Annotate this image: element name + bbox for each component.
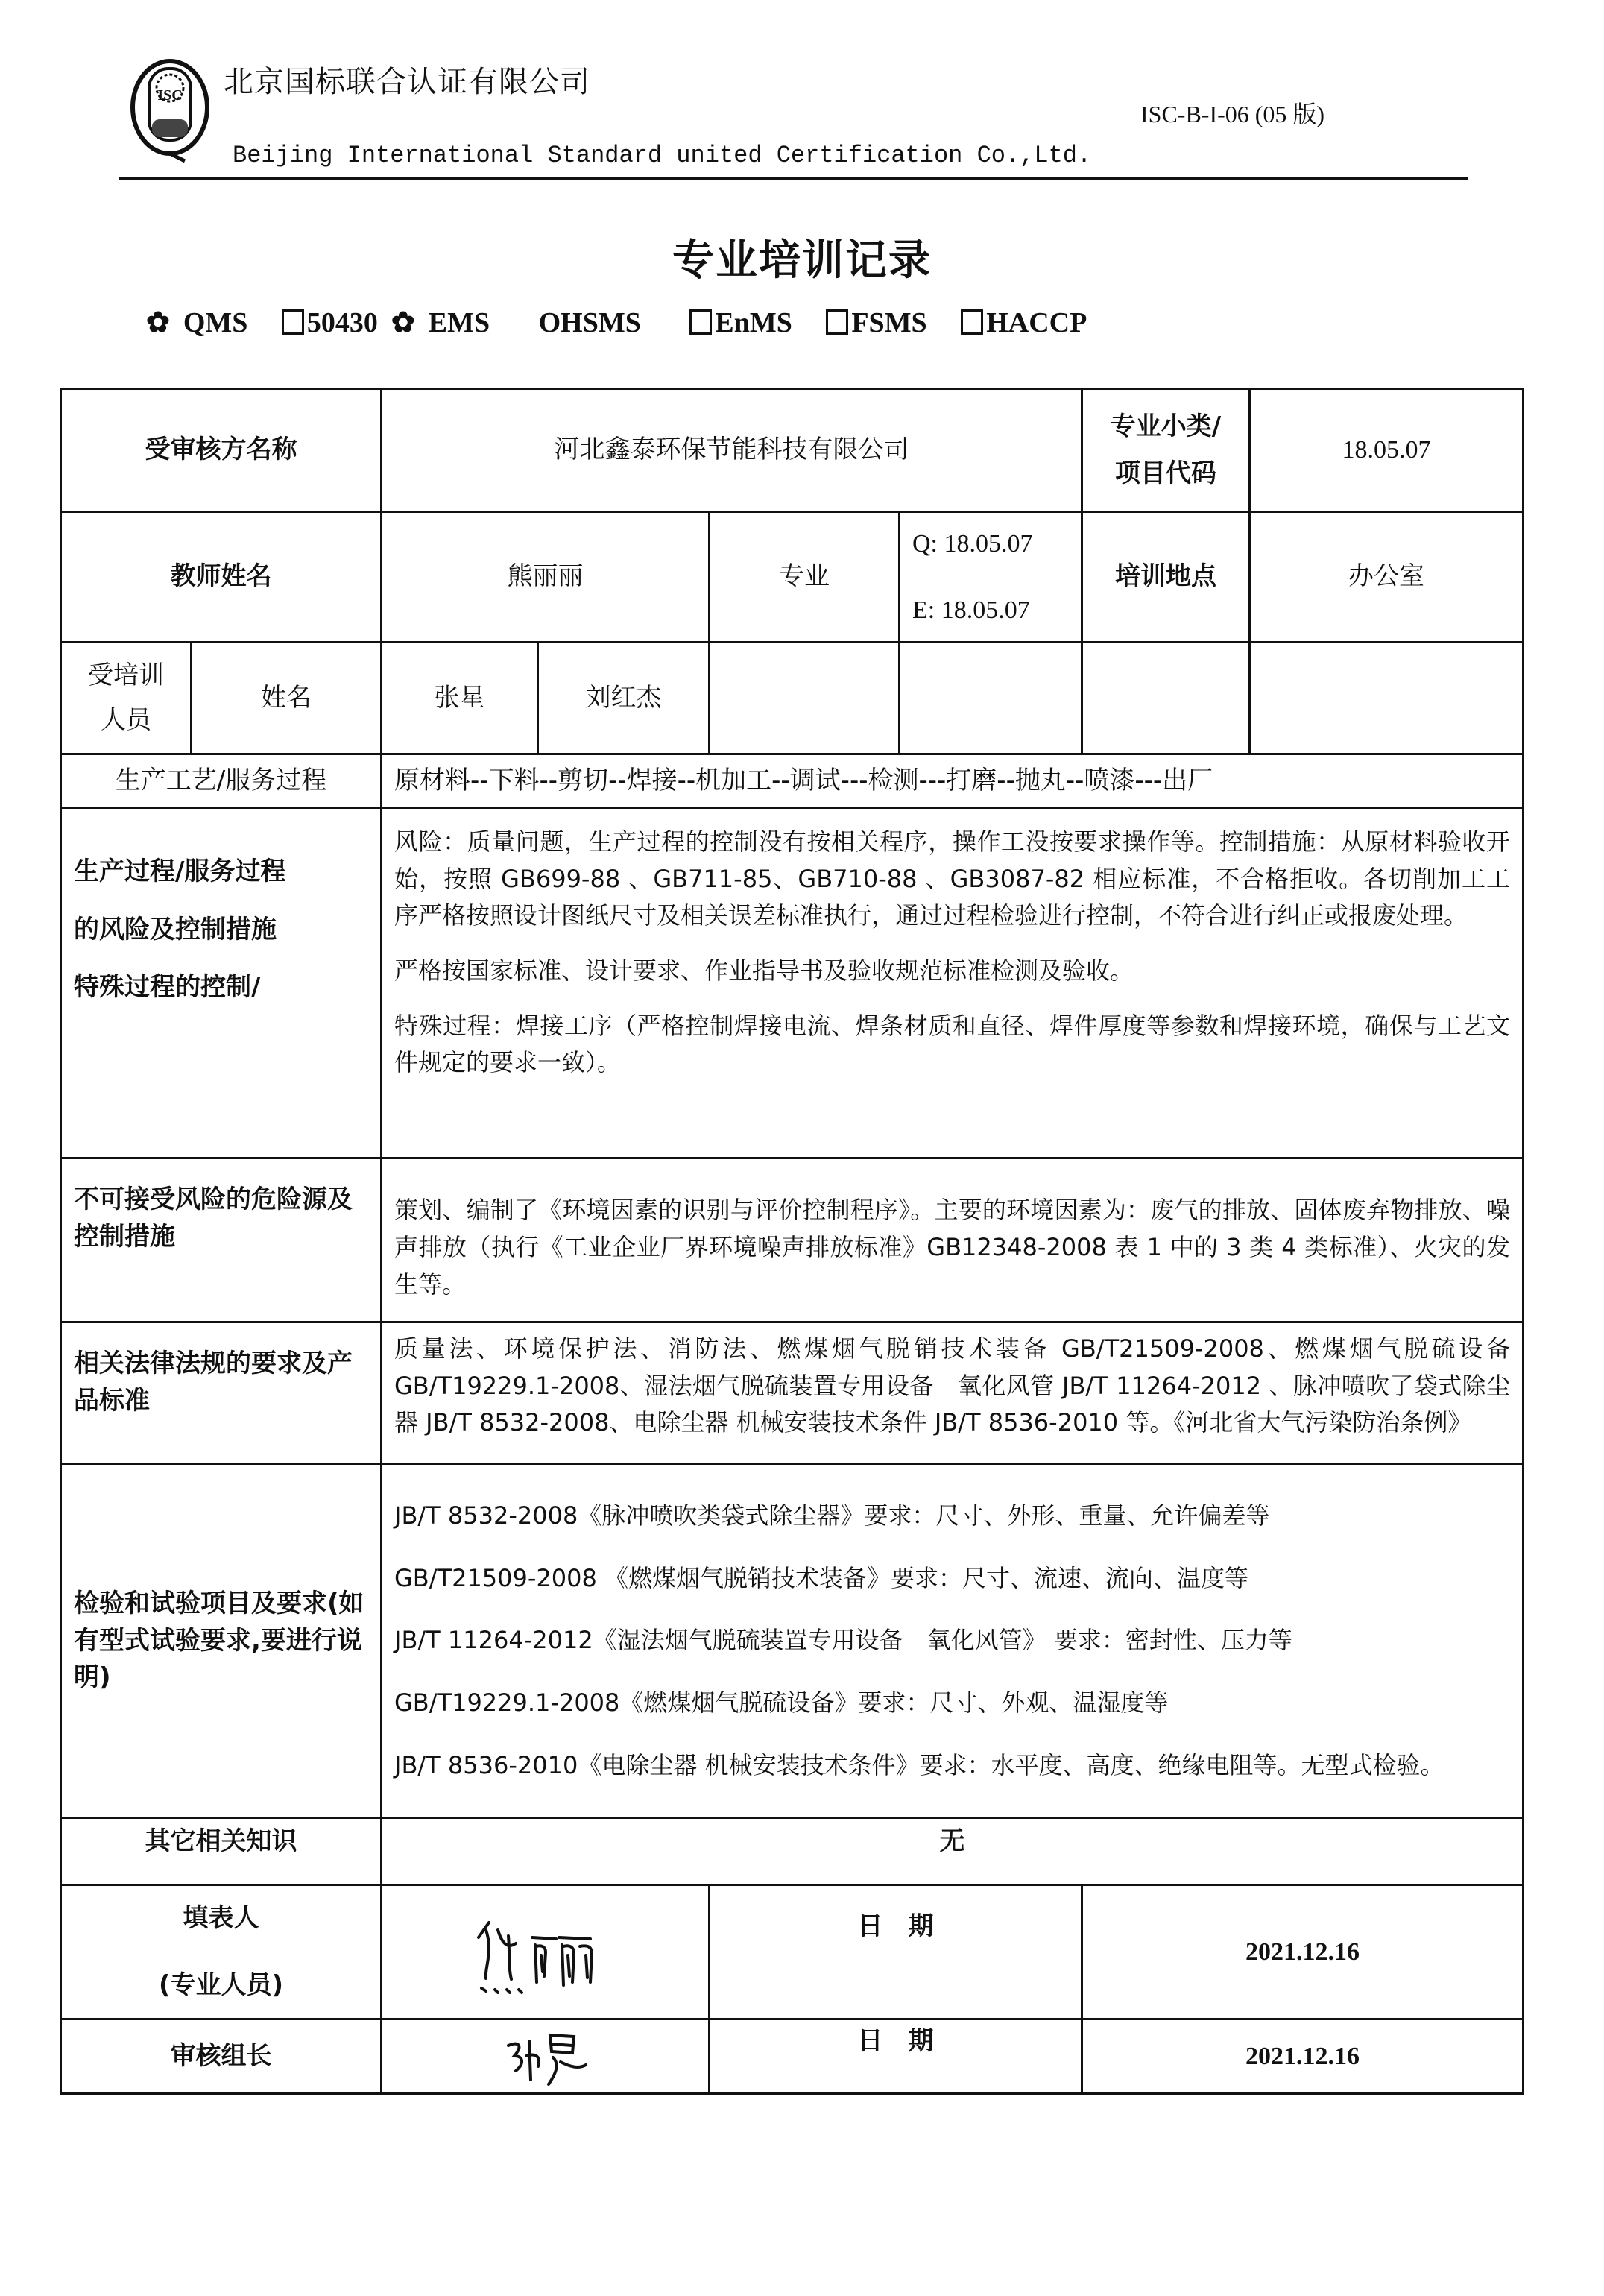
specialty-codes: Q: 18.05.07 E: 18.05.07 (900, 512, 1082, 643)
filler-signature (382, 1885, 710, 2019)
inspection-item: JB/T 8532-2008《脉冲喷吹类袋式除尘器》要求：尺寸、外形、重量、允许偏差等 (394, 1501, 1270, 1530)
flower-mark-icon: ✿ (146, 307, 170, 338)
filler-date: 2021.12.16 (1082, 1885, 1524, 2019)
hazard-row (61, 1158, 1524, 1322)
process-label: 生产工艺/服务过程 (61, 754, 382, 808)
category-label: 专业小类/ 项目代码 (1082, 389, 1250, 512)
other-knowledge-row (61, 1818, 1524, 1885)
training-record-table (60, 388, 1524, 2095)
trainee-label: 受培训 人员 (61, 643, 192, 754)
law-label: 相关法律法规的要求及产品标准 (61, 1322, 382, 1464)
inspection-item: JB/T 11264-2012《湿法烟气脱硫装置专用设备 氧化风管》 要求：密封性、压力等 (394, 1626, 1292, 1655)
trainees-row (61, 643, 1524, 754)
law-content (382, 1322, 1524, 1464)
law-value: 质量法、环境保护法、消防法、燃煤烟气脱销技术装备 GB/T21509-2008、燃煤烟气脱硫设备 GB/T19229.1-2008、湿法烟气脱硫装置专用设备 氧化风管 JB/T 11264-2012 、脉冲喷吹了袋式除尘器 JB/T 8532-2008、电除尘器 机械安装技术条件 JB/T 8536-2010 等。《河北省大气污染防治条例》 (394, 1334, 1510, 1437)
leader-row (61, 2019, 1524, 2094)
teacher-label: 教师姓名 (61, 512, 382, 643)
checkbox-icon (282, 309, 304, 335)
system-enms[interactable]: EnMS (689, 307, 805, 338)
trainee-empty-cell (900, 643, 1082, 754)
checkbox-icon (689, 309, 712, 335)
filler-label: 填表人 (专业人员) (61, 1885, 382, 2019)
filler-date-label: 日 期 (710, 1885, 1082, 2019)
inspection-label: 检验和试验项目及要求(如有型式试验要求,要进行说明) (61, 1464, 382, 1818)
company-name-en: Beijing International Standard united Certification Co.,Ltd. (233, 142, 1092, 169)
risk-label: 生产过程/服务过程 的风险及控制措施 特殊过程的控制/ (61, 808, 382, 1158)
checkbox-icon (961, 309, 983, 335)
inspection-item: GB/T21509-2008 《燃煤烟气脱销技术装备》要求：尺寸、流速、流向、温度等 (394, 1563, 1249, 1592)
trainee-name: 张星 (382, 643, 538, 754)
header-divider (119, 177, 1468, 180)
trainee-name: 刘红杰 (538, 643, 710, 754)
process-row (61, 754, 1524, 808)
risk-paragraph: 特殊过程：焊接工序（严格控制焊接电流、焊条材质和直径、焊件厚度等参数和焊接环境，确保与工艺文件规定的要求一致）。 (394, 1011, 1510, 1077)
system-50430[interactable]: 50430 ✿ EMS (282, 307, 503, 338)
leader-signature (382, 2019, 710, 2094)
trainee-empty-cell (1082, 643, 1250, 754)
auditee-value: 河北鑫泰环保节能科技有限公司 (382, 389, 1082, 512)
management-systems (146, 306, 1114, 339)
risk-paragraph: 严格按国家标准、设计要求、作业指导书及验收规范标准检测及验收。 (394, 956, 1134, 985)
category-value: 18.05.07 (1250, 389, 1524, 512)
risk-content (382, 808, 1524, 1158)
teacher-value: 熊丽丽 (382, 512, 710, 643)
auditee-row (61, 389, 1524, 512)
filler-row (61, 1885, 1524, 2019)
specialty-label: 专业 (710, 512, 900, 643)
other-value: 无 (382, 1818, 1524, 1885)
inspection-item: JB/T 8536-2010《电除尘器 机械安装技术条件》要求：水平度、高度、绝缘电阻等。无型式检验。 (394, 1750, 1444, 1779)
flower-mark-icon: ✿ (391, 307, 415, 338)
hazard-label: 不可接受风险的危险源及控制措施 (61, 1158, 382, 1322)
checkbox-icon (826, 309, 848, 335)
law-row (61, 1322, 1524, 1464)
inspection-row (61, 1464, 1524, 1818)
document-code: ISC-B-I-06 (05 版) (1140, 101, 1325, 127)
other-label: 其它相关知识 (61, 1818, 382, 1885)
hazard-value: 策划、编制了《环境因素的识别与评价控制程序》。主要的环境因素为：废气的排放、固体废弃物排放、噪声排放（执行《工业企业厂界环境噪声排放标准》GB12348-2008 表 1 中的 3 类 4 类标准）、火灾的发生等。 (394, 1196, 1510, 1299)
location-label: 培训地点 (1082, 512, 1250, 643)
teacher-row (61, 512, 1524, 643)
system-ohsms[interactable]: OHSMS (538, 307, 641, 338)
inspection-content (382, 1464, 1524, 1818)
company-logo (128, 58, 212, 163)
leader-date-label: 日 期 (710, 2019, 1082, 2094)
trainee-empty-cell (1250, 643, 1524, 754)
filler-signature-image (464, 1908, 628, 1997)
svg-text:ISC: ISC (157, 87, 183, 104)
system-fsms[interactable]: FSMS (826, 307, 940, 338)
risk-paragraph: 风险：质量问题，生产过程的控制没有按相关程序，操作工没按要求操作等。控制措施：从原材料验收开始，按照 GB699-88 、GB711-85、GB710-88 、GB3087-82 相应标准，不合格拒收。各切削加工工序严格按照设计图纸尺寸及相关误差标准执行，通过过程检验进行控制，不符合进行纠正或报废处理。 (394, 827, 1510, 930)
hazard-content (382, 1158, 1524, 1322)
leader-date: 2021.12.16 (1082, 2019, 1524, 2094)
system-haccp[interactable]: HACCP (961, 307, 1100, 338)
auditee-label: 受审核方名称 (61, 389, 382, 512)
risk-row (61, 808, 1524, 1158)
leader-signature-image (486, 2023, 605, 2090)
process-value: 原材料--下料--剪切--焊接--机加工--调试---检测---打磨--抛丸--喷漆---出厂 (382, 754, 1524, 808)
leader-label: 审核组长 (61, 2019, 382, 2094)
page-title: 专业培训记录 (672, 236, 932, 285)
location-value: 办公室 (1250, 512, 1524, 643)
trainee-empty-cell (710, 643, 900, 754)
trainee-name-label: 姓名 (192, 643, 382, 754)
company-name-cn: 北京国标联合认证有限公司 (224, 65, 590, 99)
system-qms[interactable]: ✿ QMS (146, 307, 248, 338)
inspection-item: GB/T19229.1-2008《燃煤烟气脱硫设备》要求：尺寸、外观、温湿度等 (394, 1688, 1169, 1718)
